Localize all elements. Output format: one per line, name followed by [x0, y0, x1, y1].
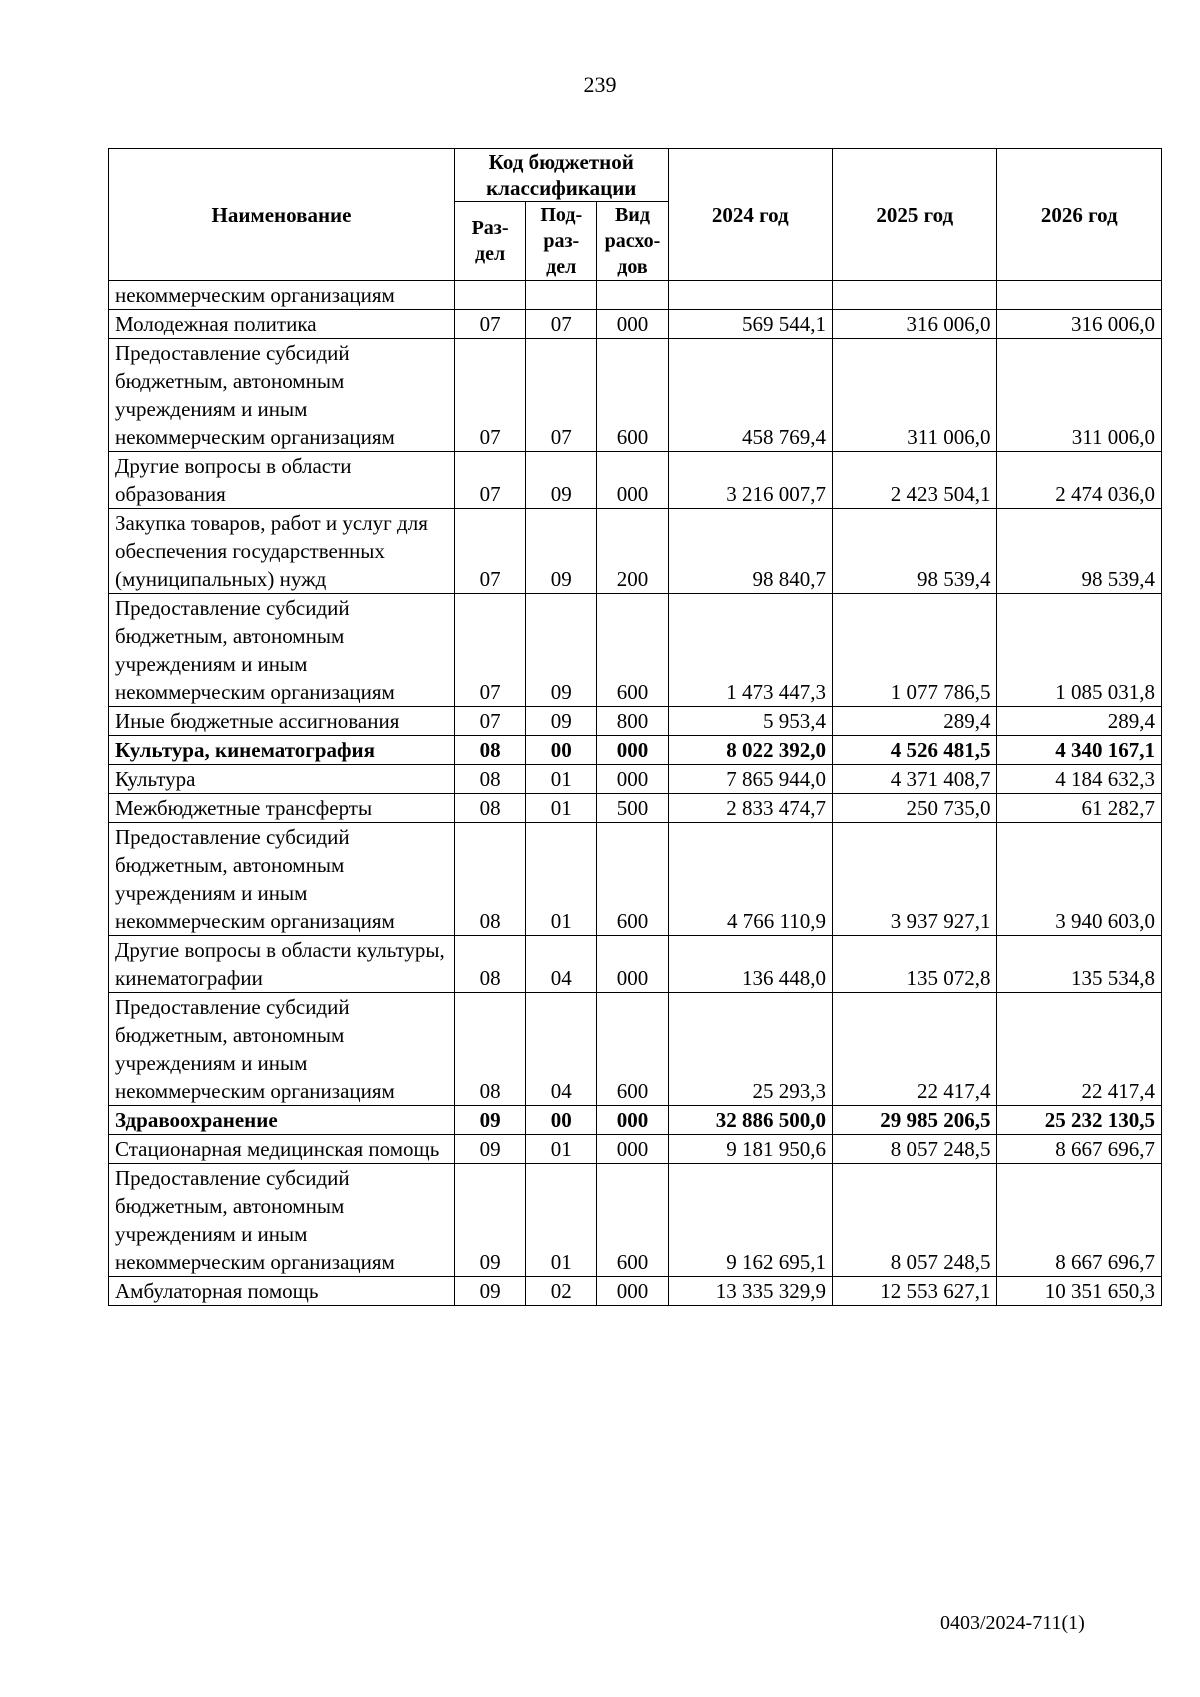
row-2024: 4 766 110,9	[668, 823, 832, 936]
row-vid: 500	[597, 794, 668, 823]
row-2024: 9 162 695,1	[668, 1164, 832, 1277]
row-razdel: 08	[454, 936, 525, 993]
row-2026: 22 417,4	[997, 993, 1162, 1106]
row-name: Предоставление субсидий бюджетным, автономным учреждениям и иным некоммерческим организациям	[109, 993, 455, 1106]
row-2024: 98 840,7	[668, 509, 832, 594]
row-podrazdel: 04	[526, 993, 597, 1106]
row-razdel	[454, 281, 525, 310]
row-vid: 200	[597, 509, 668, 594]
row-name: Иные бюджетные ассигнования	[109, 707, 455, 736]
table-row	[109, 1106, 1162, 1135]
row-name: Молодежная политика	[109, 310, 455, 339]
row-name: некоммерческим организациям	[109, 281, 455, 310]
table-row	[109, 1164, 1162, 1277]
table-row	[109, 509, 1162, 594]
row-2024: 569 544,1	[668, 310, 832, 339]
row-name: Здравоохранение	[109, 1106, 455, 1135]
table-row	[109, 993, 1162, 1106]
row-2026: 10 351 650,3	[997, 1277, 1162, 1306]
row-2025: 12 553 627,1	[833, 1277, 997, 1306]
row-2026: 3 940 603,0	[997, 823, 1162, 936]
row-name: Другие вопросы в области культуры, кинематографии	[109, 936, 455, 993]
row-2025: 316 006,0	[833, 310, 997, 339]
table-row	[109, 794, 1162, 823]
row-podrazdel: 01	[526, 765, 597, 794]
header-razdel: Раз-дел	[454, 202, 525, 281]
row-podrazdel: 09	[526, 594, 597, 707]
row-2026	[997, 281, 1162, 310]
row-2024: 7 865 944,0	[668, 765, 832, 794]
table-row	[109, 936, 1162, 993]
row-2025	[833, 281, 997, 310]
budget-table	[108, 148, 1162, 1306]
row-2026: 8 667 696,7	[997, 1164, 1162, 1277]
row-2025: 22 417,4	[833, 993, 997, 1106]
row-2024: 136 448,0	[668, 936, 832, 993]
row-razdel: 07	[454, 509, 525, 594]
row-2024: 8 022 392,0	[668, 736, 832, 765]
row-name: Культура	[109, 765, 455, 794]
row-podrazdel: 09	[526, 452, 597, 509]
row-podrazdel: 02	[526, 1277, 597, 1306]
table-row	[109, 310, 1162, 339]
table-row	[109, 1135, 1162, 1164]
row-name: Другие вопросы в области образования	[109, 452, 455, 509]
row-razdel: 09	[454, 1164, 525, 1277]
row-razdel: 09	[454, 1277, 525, 1306]
row-podrazdel: 04	[526, 936, 597, 993]
row-2024: 13 335 329,9	[668, 1277, 832, 1306]
row-2024: 25 293,3	[668, 993, 832, 1106]
row-razdel: 07	[454, 339, 525, 452]
row-name: Предоставление субсидий бюджетным, автономным учреждениям и иным некоммерческим организациям	[109, 1164, 455, 1277]
page-number: 239	[583, 72, 617, 97]
row-podrazdel: 00	[526, 736, 597, 765]
row-2025: 3 937 927,1	[833, 823, 997, 936]
row-2025: 8 057 248,5	[833, 1135, 997, 1164]
row-podrazdel: 01	[526, 1164, 597, 1277]
row-2025: 250 735,0	[833, 794, 997, 823]
table-row	[109, 594, 1162, 707]
row-2026: 289,4	[997, 707, 1162, 736]
row-vid: 600	[597, 823, 668, 936]
row-name: Закупка товаров, работ и услуг для обеспечения государственных (муниципальных) нужд	[109, 509, 455, 594]
row-2026: 4 184 632,3	[997, 765, 1162, 794]
row-2025: 8 057 248,5	[833, 1164, 997, 1277]
row-vid: 600	[597, 594, 668, 707]
row-vid: 000	[597, 310, 668, 339]
row-vid: 600	[597, 339, 668, 452]
row-name: Амбулаторная помощь	[109, 1277, 455, 1306]
row-2025: 2 423 504,1	[833, 452, 997, 509]
row-2026: 311 006,0	[997, 339, 1162, 452]
row-2024	[668, 281, 832, 310]
row-podrazdel: 01	[526, 823, 597, 936]
row-2024: 2 833 474,7	[668, 794, 832, 823]
row-2026: 25 232 130,5	[997, 1106, 1162, 1135]
header-vid: Вид расхо-дов	[597, 202, 668, 281]
table-header	[109, 149, 1162, 281]
document-code: 0403/2024-711(1)	[940, 1612, 1085, 1634]
row-2025: 4 526 481,5	[833, 736, 997, 765]
row-razdel: 08	[454, 993, 525, 1106]
row-2026: 135 534,8	[997, 936, 1162, 993]
table-row	[109, 281, 1162, 310]
row-name: Предоставление субсидий бюджетным, автономным учреждениям и иным некоммерческим организациям	[109, 823, 455, 936]
header-podrazdel: Под-раз-дел	[526, 202, 597, 281]
row-podrazdel: 01	[526, 794, 597, 823]
header-2026: 2026 год	[997, 149, 1162, 281]
row-2024: 458 769,4	[668, 339, 832, 452]
row-2026: 1 085 031,8	[997, 594, 1162, 707]
row-podrazdel: 00	[526, 1106, 597, 1135]
row-razdel: 07	[454, 707, 525, 736]
row-2024: 9 181 950,6	[668, 1135, 832, 1164]
row-razdel: 07	[454, 452, 525, 509]
row-vid: 000	[597, 936, 668, 993]
row-vid: 600	[597, 1164, 668, 1277]
row-vid: 000	[597, 452, 668, 509]
row-vid	[597, 281, 668, 310]
row-razdel: 09	[454, 1106, 525, 1135]
row-2026: 316 006,0	[997, 310, 1162, 339]
row-2026: 8 667 696,7	[997, 1135, 1162, 1164]
row-2026: 4 340 167,1	[997, 736, 1162, 765]
row-podrazdel: 09	[526, 509, 597, 594]
row-2026: 61 282,7	[997, 794, 1162, 823]
row-podrazdel: 09	[526, 707, 597, 736]
table-row	[109, 707, 1162, 736]
row-vid: 000	[597, 1277, 668, 1306]
row-2026: 2 474 036,0	[997, 452, 1162, 509]
row-name: Предоставление субсидий бюджетным, автономным учреждениям и иным некоммерческим организациям	[109, 339, 455, 452]
row-name: Межбюджетные трансферты	[109, 794, 455, 823]
row-vid: 000	[597, 1106, 668, 1135]
row-podrazdel: 01	[526, 1135, 597, 1164]
row-name: Культура, кинематография	[109, 736, 455, 765]
header-2024: 2024 год	[668, 149, 832, 281]
row-2025: 4 371 408,7	[833, 765, 997, 794]
row-vid: 000	[597, 765, 668, 794]
row-razdel: 08	[454, 823, 525, 936]
row-vid: 000	[597, 736, 668, 765]
table-row	[109, 765, 1162, 794]
row-podrazdel	[526, 281, 597, 310]
row-2024: 3 216 007,7	[668, 452, 832, 509]
row-podrazdel: 07	[526, 310, 597, 339]
row-vid: 000	[597, 1135, 668, 1164]
row-2024: 5 953,4	[668, 707, 832, 736]
row-2025: 98 539,4	[833, 509, 997, 594]
row-razdel: 07	[454, 310, 525, 339]
header-kbk: Код бюджетной классификации	[454, 149, 668, 202]
row-name: Предоставление субсидий бюджетным, автономным учреждениям и иным некоммерческим организациям	[109, 594, 455, 707]
row-2025: 289,4	[833, 707, 997, 736]
row-2025: 311 006,0	[833, 339, 997, 452]
row-2026: 98 539,4	[997, 509, 1162, 594]
row-2025: 29 985 206,5	[833, 1106, 997, 1135]
row-2025: 1 077 786,5	[833, 594, 997, 707]
row-name: Стационарная медицинская помощь	[109, 1135, 455, 1164]
table-row	[109, 736, 1162, 765]
row-razdel: 09	[454, 1135, 525, 1164]
table-row	[109, 452, 1162, 509]
row-2025: 135 072,8	[833, 936, 997, 993]
row-vid: 600	[597, 993, 668, 1106]
row-2024: 1 473 447,3	[668, 594, 832, 707]
table-row	[109, 823, 1162, 936]
table-row	[109, 1277, 1162, 1306]
table-body	[109, 281, 1162, 1306]
header-name: Наименование	[109, 149, 455, 281]
table-row	[109, 339, 1162, 452]
row-razdel: 07	[454, 594, 525, 707]
row-razdel: 08	[454, 736, 525, 765]
row-razdel: 08	[454, 765, 525, 794]
header-2025: 2025 год	[833, 149, 997, 281]
row-razdel: 08	[454, 794, 525, 823]
row-podrazdel: 07	[526, 339, 597, 452]
row-2024: 32 886 500,0	[668, 1106, 832, 1135]
row-vid: 800	[597, 707, 668, 736]
